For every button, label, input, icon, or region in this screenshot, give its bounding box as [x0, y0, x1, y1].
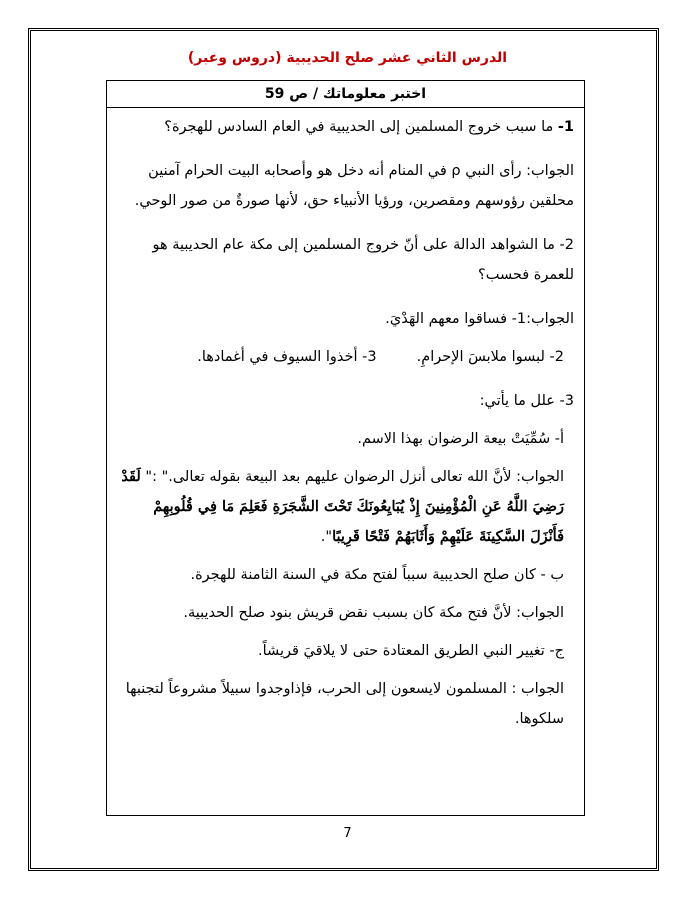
answer-3b: الجواب: لأنَّ فتح مكة كان بسبب نقض قريش بنود صلح الحديبية.	[183, 605, 564, 621]
section-header: اختبر معلوماتك / ص 59	[107, 81, 584, 108]
question-1-number: 1-	[557, 119, 574, 135]
question-3a: أ- سُمِّيَتْ بيعة الرضوان بهذا الاسم.	[357, 431, 564, 447]
question-3b: ب - كان صلح الحديبية سبباً لفتح مكة في السنة الثامنة للهجرة.	[190, 567, 564, 583]
answer-2-item-2: 2- لبسوا ملابسَ الإحرامِ.	[416, 349, 564, 365]
answer-1: الجواب: رأى النبي ρ في المنام أنه دخل هو وأصحابه البيت الحرام آمنين محلقين رؤوسهم ومقصرين، ورؤيا الأنبياء حق، لأنها صورةٌ من صور الوحي.	[134, 163, 574, 209]
question-1	[117, 112, 574, 142]
answer-2-items-row	[117, 342, 574, 372]
answer-3a-end: ".	[320, 529, 333, 545]
question-3c: ج- تغيير النبي الطريق المعتادة حتى لا يلاقيَ قريشاً.	[257, 643, 564, 659]
question-3: 3- علل ما يأتي:	[479, 393, 574, 409]
answer-2-item-1: الجواب:1- فساقوا معهم الهَدْيَ.	[385, 311, 574, 327]
answer-3c: الجواب : المسلمون لايسعون إلى الحرب، فإذاوجدوا سبيلاً مشروعاً لتجنبها سلكوها.	[125, 681, 564, 727]
content-body	[107, 108, 584, 734]
page-number: 7	[343, 826, 352, 841]
lesson-title: الدرس الثاني عشر صلح الحديبية (دروس وعبر)	[187, 50, 508, 66]
question-1-text: ما سبب خروج المسلمين إلى الحديبية في العام السادس للهجرة؟	[164, 119, 554, 135]
answer-2-item-3: 3- أخذوا السيوف في أغمادها.	[197, 349, 377, 365]
question-2: 2- ما الشواهد الدالة على أنّ خروج المسلمين إلى مكة عام الحديبية هو للعمرة فحسب؟	[152, 237, 574, 283]
content-box	[106, 80, 585, 816]
quran-verse: لَقَدْ رَضِيَ اللَّهُ عَنِ الْمُؤْمِنِينَ إِذْ يُبَايِعُونَكَ تَحْتَ الشَّجَرَةِ فَعَلِمَ مَا فِي قُلُوبِهِمْ فَأَنْزَلَ السَّكِينَةَ عَلَيْهِمْ وَأَثَابَهُمْ فَتْحًا قَرِيبًا	[121, 468, 564, 545]
answer-3a-intro: الجواب: لأنَّ الله تعالى أنزل الرضوان عليهم بعد البيعة بقوله تعالى." :"	[145, 469, 564, 485]
answer-3a	[117, 462, 574, 552]
